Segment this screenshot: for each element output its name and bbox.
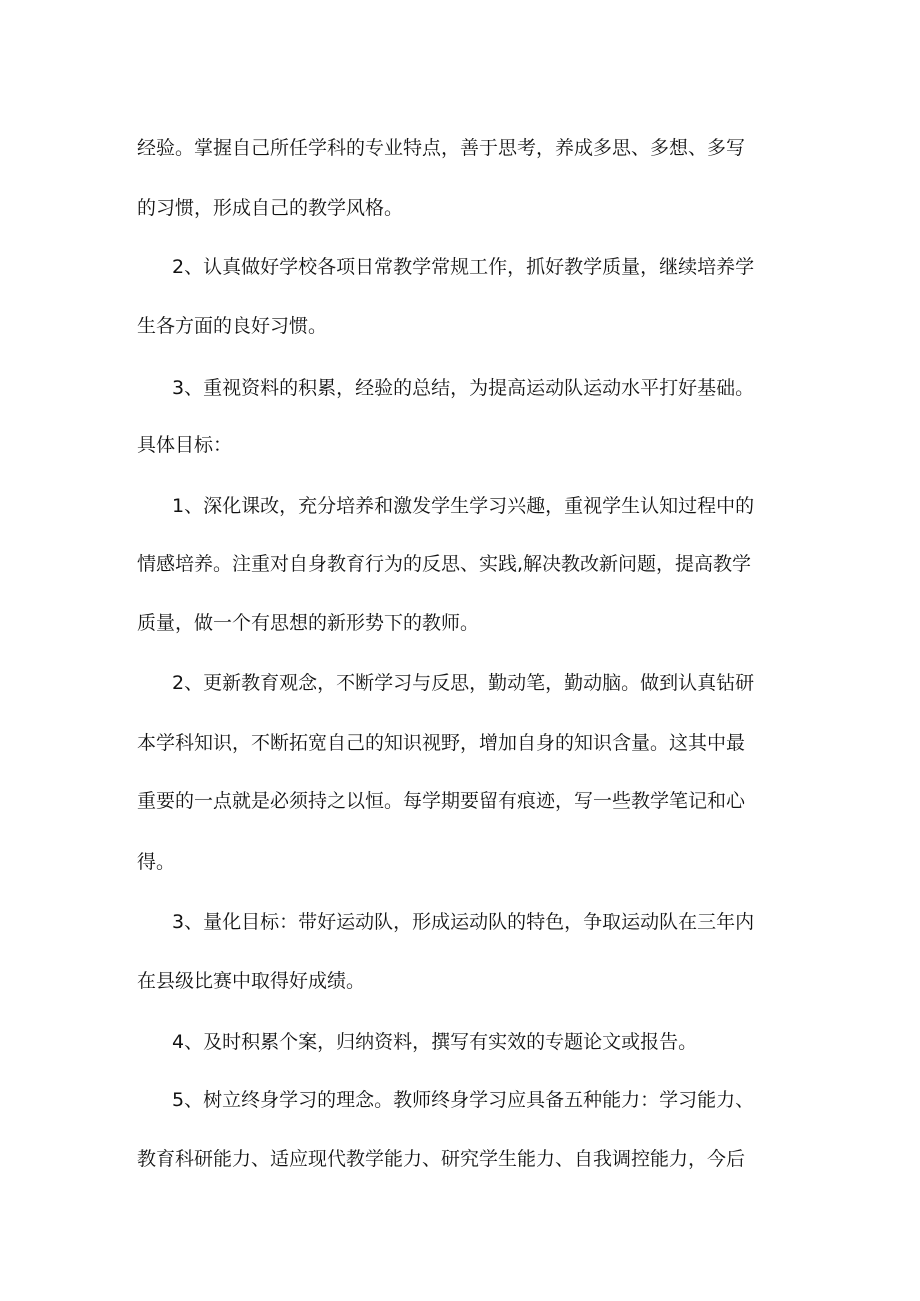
text-line: 重要的一点就是必须持之以恒。每学期要留有痕迹，写一些教学笔记和心 bbox=[137, 790, 746, 812]
text-line: 2、认真做好学校各项日常教学常规工作，抓好教学质量，继续培养学 bbox=[172, 256, 755, 278]
text-line: 3、量化目标：带好运动队，形成运动队的特色，争取运动队在三年内 bbox=[172, 911, 755, 933]
text-line: 教育科研能力、适应现代教学能力、研究学生能力、自我调控能力，今后 bbox=[137, 1148, 746, 1170]
text-line: 本学科知识，不断拓宽自己的知识视野，增加自身的知识含量。这其中最 bbox=[137, 732, 746, 754]
text-line: 在县级比赛中取得好成绩。 bbox=[137, 970, 366, 992]
text-line: 4、及时积累个案，归纳资料，撰写有实效的专题论文或报告。 bbox=[172, 1031, 698, 1053]
text-line: 情感培养。注重对自身教育行为的反思、实践,解决教改新问题，提高教学 bbox=[137, 553, 752, 575]
text-line: 3、重视资料的积累，经验的总结，为提高运动队运动水平打好基础。 bbox=[172, 377, 755, 399]
text-line: 经验。掌握自己所任学科的专业特点，善于思考，养成多思、多想、多写 bbox=[137, 137, 746, 159]
text-line: 的习惯，形成自己的教学风格。 bbox=[137, 197, 404, 219]
text-line: 1、深化课改，充分培养和激发学生学习兴趣，重视学生认知过程中的 bbox=[172, 495, 755, 517]
text-line: 5、树立终身学习的理念。教师终身学习应具备五种能力：学习能力、 bbox=[172, 1089, 755, 1111]
text-line: 具体目标： bbox=[137, 434, 233, 456]
text-line: 质量，做一个有思想的新形势下的教师。 bbox=[137, 612, 480, 634]
text-line: 得。 bbox=[137, 851, 176, 873]
text-line: 生各方面的良好习惯。 bbox=[137, 315, 328, 337]
text-line: 2、更新教育观念，不断学习与反思，勤动笔，勤动脑。做到认真钻研 bbox=[172, 672, 755, 694]
